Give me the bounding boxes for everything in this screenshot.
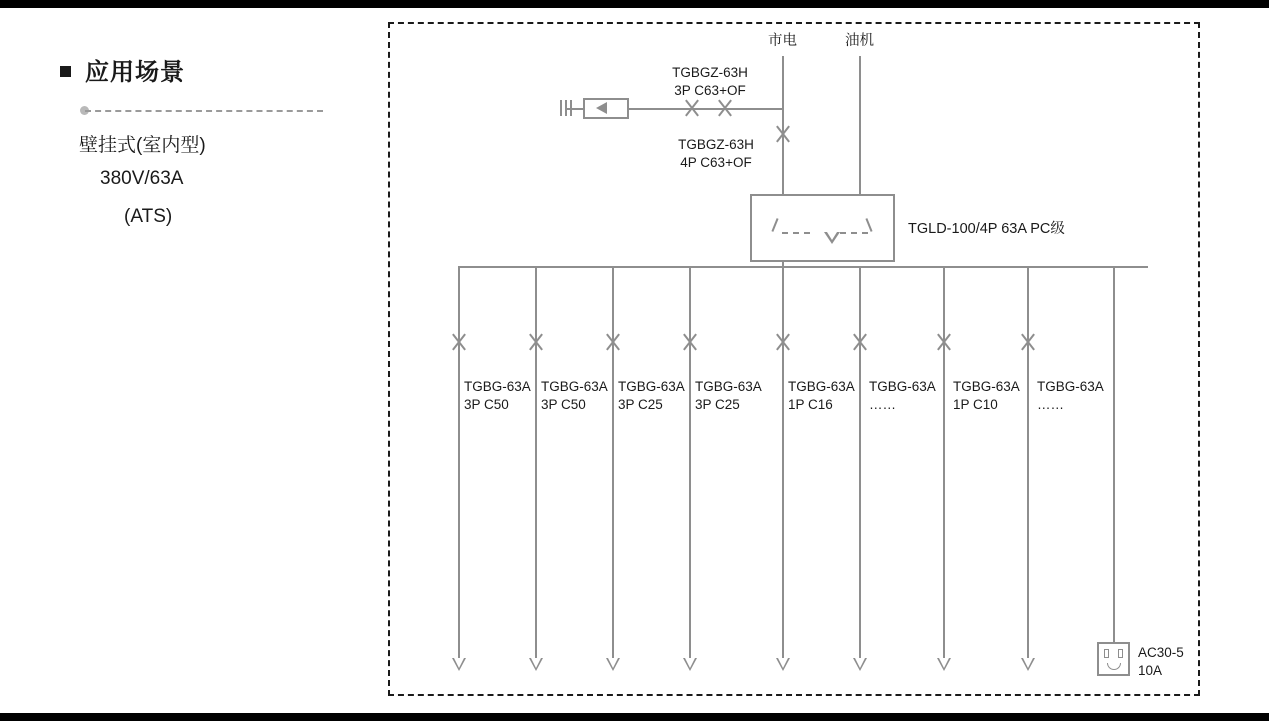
label-feeder-1-line2: 3P C50 [464,397,509,413]
label-socket-line1: AC30-5 [1138,645,1184,660]
label-feeder-8 [1037,378,1104,414]
label-feeder-2-line1: TGBG-63A [541,379,608,394]
breaker-feeder-7 [936,334,952,350]
label-feeder-5 [788,378,855,414]
caption-rating: 380V/63A [100,168,184,189]
label-socket-line2: 10A [1138,663,1163,679]
single-line-diagram [388,22,1200,696]
load-arrow-3 [606,658,620,671]
label-mains-incoming-line1: TGBGZ-63H [672,65,748,80]
socket-pin-left [1104,649,1109,658]
socket-pin-bottom [1107,663,1121,670]
breaker-feeder-3 [605,334,621,350]
load-arrow-8 [1021,658,1035,671]
label-feeder-8-line2: …… [1037,397,1064,413]
feeder-wire-7 [943,266,945,660]
label-feeder-1 [464,378,531,414]
label-generator-incoming [662,136,770,172]
section-title [60,52,360,87]
label-feeder-7-line2: 1P C10 [953,397,998,413]
feeder-wire-5 [782,266,784,660]
hatch-icon [560,100,576,116]
label-feeder-6 [869,378,936,414]
load-arrow-5 [776,658,790,671]
section-title-text: 应用场景 [85,59,185,86]
feeder-wire-3 [612,266,614,660]
label-generator-incoming-line2: 4P C63+OF [680,155,752,171]
label-feeder-4-line1: TGBG-63A [695,379,762,394]
feeder-wire-4 [689,266,691,660]
label-feeder-6-line1: TGBG-63A [869,379,936,394]
label-feeder-7 [953,378,1020,414]
label-feeder-8-line1: TGBG-63A [1037,379,1104,394]
ats-contact-left-icon [771,218,778,232]
wire-mains-to-ats [782,108,784,208]
source-label-mains: 市电 [768,33,797,49]
label-feeder-7-line1: TGBG-63A [953,379,1020,394]
breaker-feeder-1 [451,334,467,350]
label-feeder-3-line1: TGBG-63A [618,379,685,394]
load-arrow-7 [937,658,951,671]
feeder-wire-6 [859,266,861,660]
label-feeder-5-line1: TGBG-63A [788,379,855,394]
feeder-wire-2 [535,266,537,660]
label-feeder-3 [618,378,685,414]
label-generator-incoming-line1: TGBGZ-63H [678,137,754,152]
caption-mounting-type: 壁挂式(室内型) [79,135,206,156]
ats-contact-right-icon [865,218,872,232]
square-bullet-icon [60,66,71,77]
left-panel [60,52,360,227]
label-feeder-2-line2: 3P C50 [541,397,586,413]
feeder-wire-1 [458,266,460,660]
label-ats: TGLD-100/4P 63A PC级 [908,221,1065,237]
ats-link-left [782,232,810,234]
socket-pin-right [1118,649,1123,658]
ats-transfer-switch-box [750,194,895,262]
load-arrow-6 [853,658,867,671]
feeder-wire-8 [1027,266,1029,660]
label-feeder-4-line2: 3P C25 [695,397,740,413]
breaker-aux [684,100,700,116]
label-feeder-4 [695,378,762,414]
label-feeder-3-line2: 3P C25 [618,397,663,413]
label-feeder-5-line2: 1P C16 [788,397,833,413]
load-arrow-2 [529,658,543,671]
feeder-wire-socket [1113,266,1115,644]
label-socket [1138,644,1184,680]
source-label-generator: 油机 [845,33,874,49]
aux-device-triangle-icon [596,102,607,114]
label-feeder-6-line2: …… [869,397,896,413]
breaker-feeder-2 [528,334,544,350]
ats-link-right [840,232,868,234]
busbar [458,266,1148,268]
label-mains-incoming [635,64,785,100]
label-feeder-1-line1: TGBG-63A [464,379,531,394]
load-arrow-1 [452,658,466,671]
ats-common-triangle-icon [824,232,840,244]
label-mains-incoming-line2: 3P C63+OF [674,83,746,99]
breaker-feeder-5 [775,334,791,350]
socket-outlet-icon [1097,642,1130,676]
dashed-divider [85,110,323,112]
breaker-aux-of [717,100,733,116]
load-arrow-4 [683,658,697,671]
top-black-bar [0,0,1269,8]
breaker-feeder-8 [1020,334,1036,350]
wire-generator-top [859,56,861,208]
caption-ats: (ATS) [124,206,173,227]
breaker-feeder-6 [852,334,868,350]
label-feeder-2 [541,378,608,414]
bottom-black-bar [0,713,1269,721]
breaker-feeder-4 [682,334,698,350]
